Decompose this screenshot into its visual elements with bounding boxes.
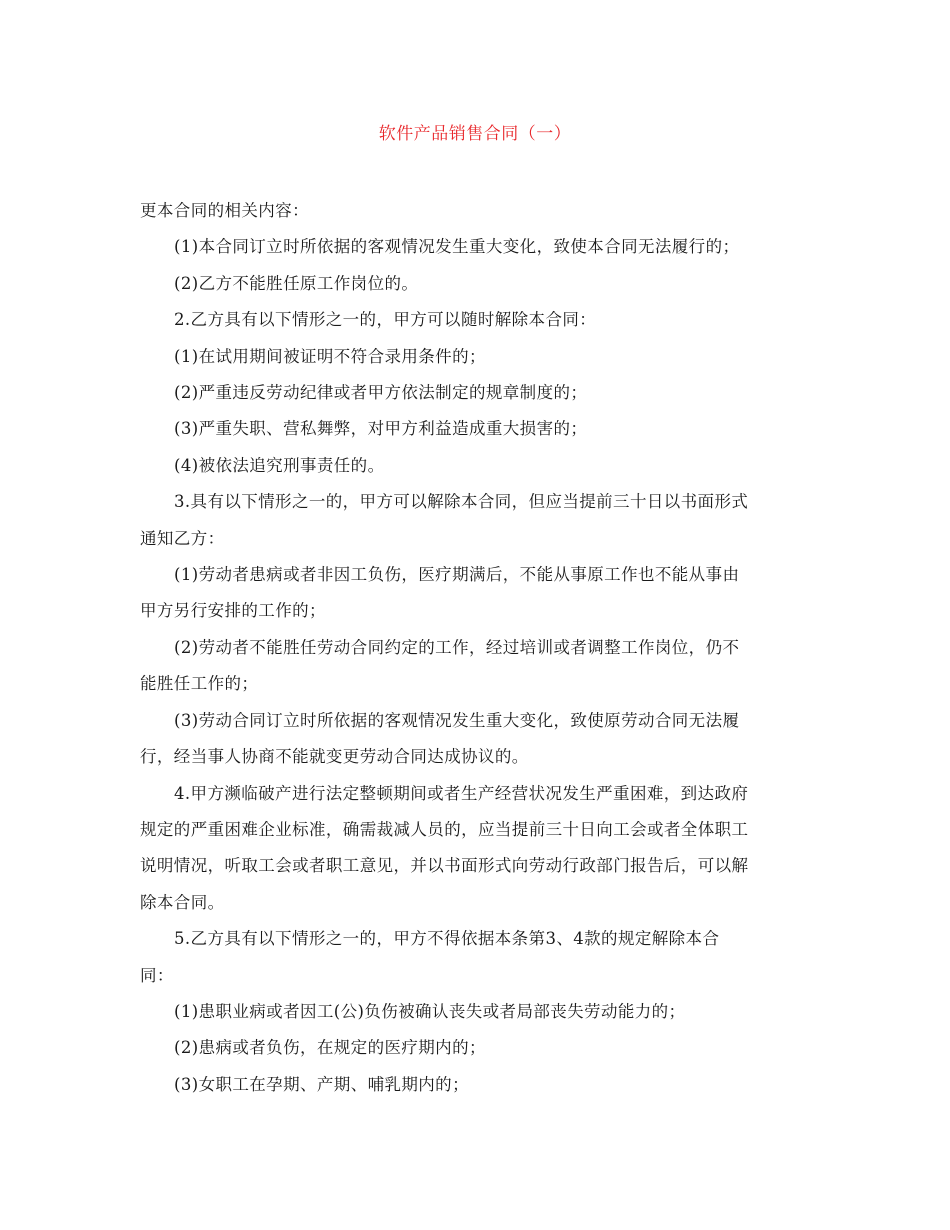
- paragraph: [140, 1030, 812, 1066]
- paragraph: [140, 448, 812, 484]
- paragraph: [140, 557, 812, 630]
- text-line: (3)劳动合同订立时所依据的客观情况发生重大变化，致使原劳动合同无法履: [174, 710, 740, 730]
- document-title: 软件产品销售合同（一）: [378, 124, 572, 144]
- text-line: 5.乙方具有以下情形之一的，甲方不得依据本条第3、4款的规定解除本合: [174, 929, 720, 949]
- paragraph: [140, 1067, 812, 1103]
- text-line: 3.具有以下情形之一的，甲方可以解除本合同，但应当提前三十日以书面形式: [174, 492, 749, 512]
- text-line: (2)患病或者负伤，在规定的医疗期内的；: [174, 1038, 486, 1058]
- text-line: 同：: [140, 965, 174, 985]
- text-line: (1)患职业病或者因工(公)负伤被确认丧失或者局部丧失劳动能力的；: [174, 1001, 686, 1021]
- text-line: 说明情况，听取工会或者职工意见，并以书面形式向劳动行政部门报告后，可以解: [140, 856, 749, 876]
- paragraph: [140, 484, 812, 557]
- document-body: [140, 193, 812, 1103]
- text-line: 规定的严重困难企业标准，确需裁减人员的，应当提前三十日向工会或者全体职工: [140, 819, 749, 839]
- text-line: (4)被依法追究刑事责任的。: [174, 455, 385, 475]
- text-line: 行，经当事人协商不能就变更劳动合同达成协议的。: [140, 747, 529, 767]
- paragraph: [140, 411, 812, 447]
- text-line: 能胜任工作的；: [140, 674, 259, 694]
- paragraph: [140, 921, 812, 994]
- paragraph: [140, 630, 812, 703]
- text-line: 4.甲方濒临破产进行法定整顿期间或者生产经营状况发生严重困难，到达政府: [174, 783, 749, 803]
- paragraph: [140, 302, 812, 338]
- paragraph: [140, 375, 812, 411]
- text-line: 除本合同。: [140, 892, 225, 912]
- paragraph: [140, 339, 812, 375]
- paragraph: [140, 776, 812, 922]
- text-line: (2)严重违反劳动纪律或者甲方依法制定的规章制度的；: [174, 383, 588, 403]
- text-line: 通知乙方：: [140, 528, 225, 548]
- paragraph: [140, 266, 812, 302]
- text-line: (1)本合同订立时所依据的客观情况发生重大变化，致使本合同无法履行的；: [174, 237, 740, 257]
- text-line: (1)在试用期间被证明不符合录用条件的；: [174, 346, 486, 366]
- text-line: 甲方另行安排的工作的；: [140, 601, 326, 621]
- text-line: 更本合同的相关内容：: [140, 201, 309, 220]
- text-line: 2.乙方具有以下情形之一的，甲方可以随时解除本合同：: [174, 310, 597, 330]
- paragraph: [140, 994, 812, 1030]
- paragraph: [140, 193, 812, 229]
- text-line: (2)劳动者不能胜任劳动合同约定的工作，经过培训或者调整工作岗位，仍不: [174, 637, 740, 657]
- text-line: (3)女职工在孕期、产期、哺乳期内的；: [174, 1074, 469, 1094]
- text-line: (1)劳动者患病或者非因工负伤，医疗期满后，不能从事原工作也不能从事由: [174, 565, 740, 585]
- text-line: (2)乙方不能胜任原工作岗位的。: [174, 273, 419, 293]
- paragraph: [140, 703, 812, 776]
- paragraph: [140, 229, 812, 265]
- text-line: (3)严重失职、营私舞弊，对甲方利益造成重大损害的；: [174, 419, 588, 439]
